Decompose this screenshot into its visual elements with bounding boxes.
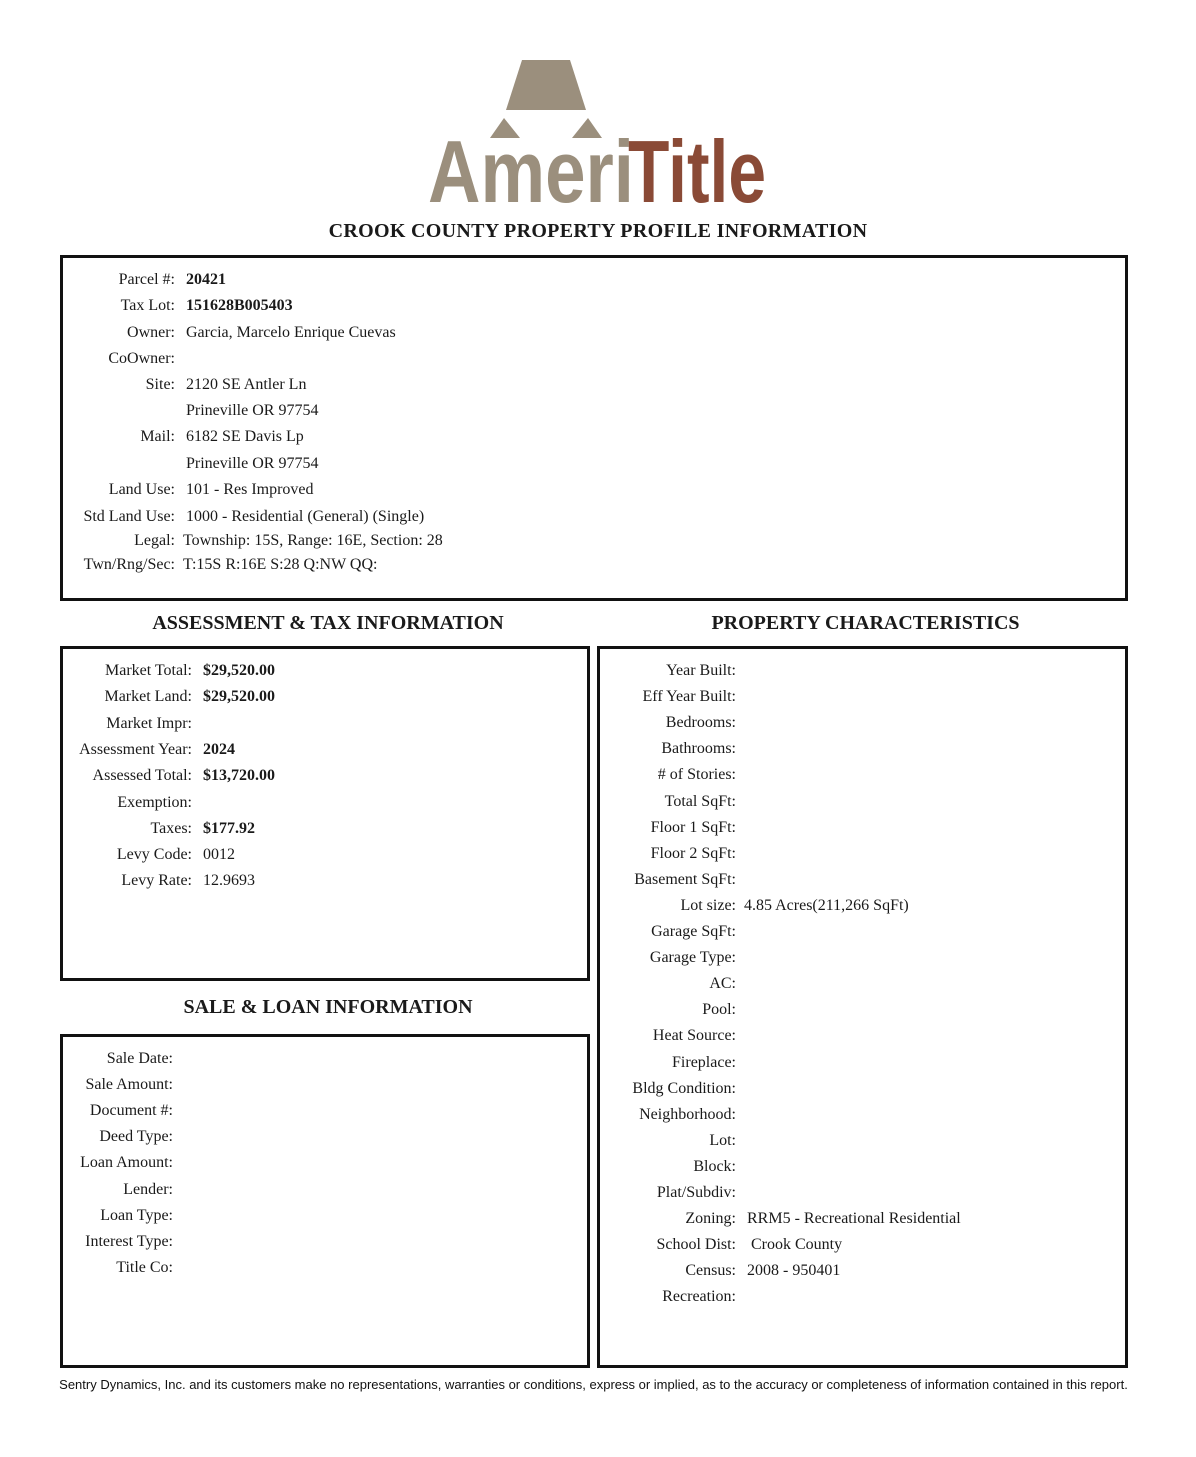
- characteristic-label: Census:: [685, 1262, 736, 1279]
- characteristic-label: Eff Year Built:: [642, 688, 736, 705]
- page-title: CROOK COUNTY PROPERTY PROFILE INFORMATION: [328, 220, 868, 242]
- sale-label: Sale Amount:: [85, 1076, 173, 1093]
- sale-label: Lender:: [123, 1181, 173, 1198]
- amerititle-logo: [420, 52, 772, 221]
- assessment-value: $29,520.00: [203, 688, 275, 705]
- characteristic-label: Zoning:: [685, 1210, 736, 1227]
- characteristic-value: 2008 - 950401: [747, 1262, 841, 1279]
- characteristic-label: Basement SqFt:: [634, 871, 736, 888]
- assessment-label: Market Impr:: [106, 715, 192, 732]
- landuse-label: Land Use:: [108, 481, 175, 498]
- mail-line2: Prineville OR 97754: [186, 455, 319, 472]
- site-line2: Prineville OR 97754: [186, 402, 319, 419]
- characteristic-label: Garage SqFt:: [651, 923, 736, 940]
- site-label: Site:: [145, 376, 175, 393]
- characteristic-label: # of Stories:: [657, 766, 736, 783]
- twnrngsec-label: Twn/Rng/Sec:: [83, 556, 175, 573]
- characteristic-label: Block:: [693, 1158, 736, 1175]
- assessment-label: Levy Rate:: [121, 872, 192, 889]
- characteristic-label: Heat Source:: [652, 1027, 736, 1044]
- characteristic-value: 4.85 Acres(211,266 SqFt): [744, 897, 909, 914]
- characteristic-label: Bldg Condition:: [632, 1080, 736, 1097]
- site-line1: 2120 SE Antler Ln: [186, 376, 307, 393]
- sale-label: Title Co:: [116, 1259, 173, 1276]
- stdlanduse-value: 1000 - Residential (General) (Single): [186, 508, 425, 525]
- assessment-value: $177.92: [203, 820, 255, 837]
- characteristic-label: Year Built:: [666, 662, 736, 679]
- characteristic-label: Garage Type:: [649, 949, 736, 966]
- assessment-label: Taxes:: [150, 820, 192, 837]
- characteristic-value: RRM5 - Recreational Residential: [747, 1210, 961, 1227]
- sale-label: Interest Type:: [85, 1233, 173, 1250]
- characteristic-label: Pool:: [702, 1001, 736, 1018]
- mail-label: Mail:: [140, 428, 175, 445]
- characteristic-label: AC:: [709, 975, 736, 992]
- disclaimer-text: Sentry Dynamics, Inc. and its customers make no representations, warranties or conditions, express or implied, as to the accuracy or completeness of information contained in this report.: [59, 1377, 1128, 1392]
- parcel-label: Parcel #:: [118, 271, 175, 288]
- characteristic-label: School Dist:: [656, 1236, 736, 1253]
- logo-text-ameri: Ameri: [428, 122, 634, 221]
- logo-text-title: Title: [628, 122, 766, 221]
- characteristic-label: Floor 2 SqFt:: [650, 845, 736, 862]
- legal-value: Township: 15S, Range: 16E, Section: 28: [183, 532, 443, 549]
- landuse-value: 101 - Res Improved: [186, 481, 314, 498]
- owner-value: Garcia, Marcelo Enrique Cuevas: [186, 324, 396, 341]
- characteristic-label: Neighborhood:: [639, 1106, 736, 1123]
- stdlanduse-label: Std Land Use:: [83, 508, 175, 525]
- assessment-value: $29,520.00: [203, 662, 275, 679]
- characteristics-section-title: PROPERTY CHARACTERISTICS: [711, 612, 1020, 634]
- assessment-label: Exemption:: [117, 794, 192, 811]
- mail-line1: 6182 SE Davis Lp: [186, 428, 304, 445]
- assessment-label: Market Total:: [104, 662, 192, 679]
- assessment-label: Assessment Year:: [79, 741, 192, 758]
- owner-label: Owner:: [127, 324, 175, 341]
- characteristic-label: Lot size:: [680, 897, 736, 914]
- characteristic-label: Lot:: [709, 1132, 736, 1149]
- sale-label: Sale Date:: [106, 1050, 173, 1067]
- legal-label: Legal:: [134, 532, 175, 549]
- characteristic-label: Plat/Subdiv:: [656, 1184, 736, 1201]
- characteristic-label: Bathrooms:: [661, 740, 736, 757]
- assessment-section-title: ASSESSMENT & TAX INFORMATION: [152, 612, 504, 634]
- characteristic-label: Floor 1 SqFt:: [650, 819, 736, 836]
- assessment-label: Levy Code:: [116, 846, 192, 863]
- parcel-value: 20421: [186, 271, 226, 288]
- coowner-label: CoOwner:: [108, 350, 175, 367]
- assessment-label: Assessed Total:: [92, 767, 192, 784]
- sale-label: Loan Type:: [100, 1207, 173, 1224]
- assessment-label: Market Land:: [104, 688, 192, 705]
- sale-label: Loan Amount:: [80, 1154, 173, 1171]
- characteristic-label: Total SqFt:: [664, 793, 736, 810]
- sale-section-title: SALE & LOAN INFORMATION: [183, 996, 473, 1018]
- assessment-value: 2024: [203, 741, 235, 758]
- characteristic-label: Recreation:: [662, 1288, 736, 1305]
- assessment-value: 0012: [203, 846, 235, 863]
- characteristic-label: Fireplace:: [672, 1054, 736, 1071]
- sale-label: Document #:: [89, 1102, 173, 1119]
- taxlot-label: Tax Lot:: [120, 297, 175, 314]
- assessment-value: 12.9693: [203, 872, 255, 889]
- characteristic-label: Bedrooms:: [665, 714, 736, 731]
- assessment-value: $13,720.00: [203, 767, 275, 784]
- sale-label: Deed Type:: [99, 1128, 173, 1145]
- characteristic-value: Crook County: [751, 1236, 843, 1253]
- taxlot-value: 151628B005403: [186, 297, 293, 314]
- twnrngsec-value: T:15S R:16E S:28 Q:NW QQ:: [183, 556, 378, 573]
